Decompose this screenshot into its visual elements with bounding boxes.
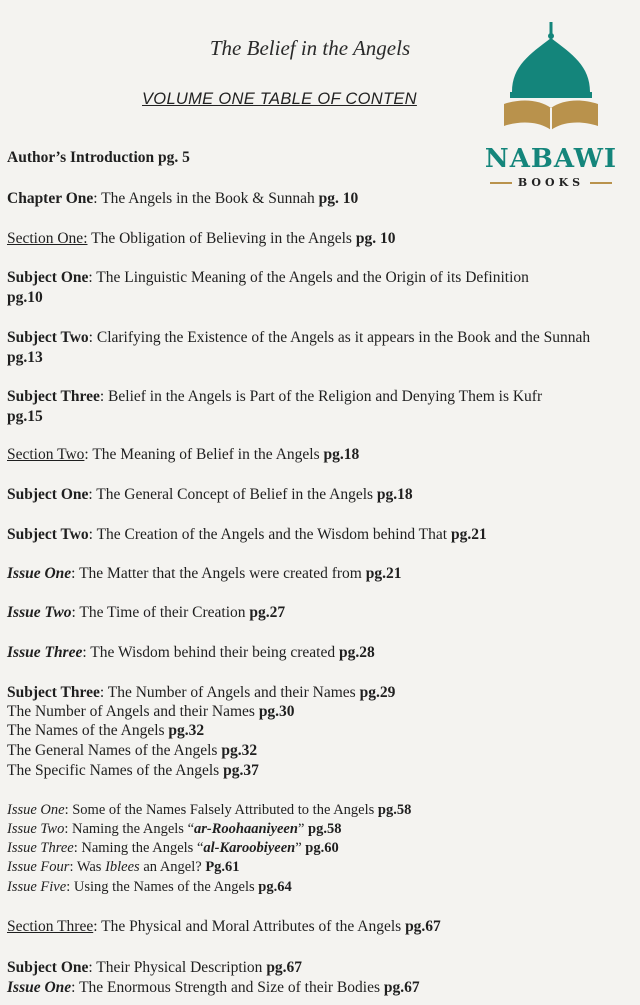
toc-entry bbox=[7, 741, 612, 761]
toc-entry-page: pg.30 bbox=[258, 703, 295, 720]
toc-entry-text: : The Wisdom behind their being created bbox=[82, 644, 339, 661]
toc-entry-text: : The Meaning of Belief in the Angels bbox=[84, 446, 324, 463]
toc-entry-label: Issue Four bbox=[7, 859, 70, 875]
toc-entry-text: : Clarifying the Existence of the Angels as it appears in the Book and the Sunnah bbox=[88, 329, 591, 346]
toc-entry-text: : The Number of Angels and their Names bbox=[99, 684, 360, 701]
toc-entry-text: : Their Physical Description bbox=[88, 959, 267, 976]
toc-entry-label: Section Two bbox=[7, 446, 85, 463]
toc-entry-text-after: an Angel? bbox=[139, 859, 206, 875]
toc-entry-page: pg.58 bbox=[377, 802, 412, 818]
toc-entry-italic: al-Karoobiyeen bbox=[203, 840, 296, 856]
toc-entry-page: pg. 10 bbox=[355, 230, 396, 247]
toc-entry-text: : Belief in the Angels is Part of the Religion and Denying Them is Kufr bbox=[99, 388, 543, 405]
toc-entry bbox=[7, 761, 612, 781]
toc-entry-label: Issue One bbox=[7, 979, 72, 996]
toc-entry bbox=[7, 148, 612, 168]
toc-entry-page: pg.13 bbox=[7, 349, 43, 366]
toc-entry bbox=[7, 268, 612, 308]
toc-entry-label: Issue One bbox=[7, 802, 65, 818]
toc-entry-label: Issue Two bbox=[7, 604, 72, 621]
toc-entry-text: The Number of Angels and their Names bbox=[7, 703, 259, 720]
toc-entry-text: : The Creation of the Angels and the Wisdom behind That bbox=[88, 526, 451, 543]
toc-entry-page: pg.18 bbox=[323, 446, 360, 463]
toc-entry-page: pg.15 bbox=[7, 408, 43, 425]
toc-entry-label: Issue Five bbox=[7, 879, 67, 895]
toc-entry bbox=[7, 525, 612, 545]
toc-entry bbox=[7, 603, 612, 623]
toc-entry-label: Section Three bbox=[7, 918, 94, 935]
toc-entry bbox=[7, 917, 612, 937]
toc-entry-page: pg.21 bbox=[365, 565, 402, 582]
toc-entry bbox=[7, 229, 612, 249]
toc-entry-text: : The Physical and Moral Attributes of the Angels bbox=[93, 918, 406, 935]
toc-entry bbox=[7, 702, 612, 722]
toc-entry-page: Pg.61 bbox=[205, 859, 240, 875]
toc-entry-page: pg.28 bbox=[339, 644, 375, 661]
toc-entry-text: : Some of the Names Falsely Attributed to the Angels bbox=[64, 802, 378, 818]
toc-entry-page: pg.21 bbox=[450, 526, 487, 543]
toc-entry-text: The General Names of the Angels bbox=[7, 742, 222, 759]
toc-entry-label: Issue Three bbox=[7, 840, 74, 856]
toc-entry-page: pg.67 bbox=[383, 979, 420, 996]
toc-entry-text: The Specific Names of the Angels bbox=[7, 762, 224, 779]
toc-entry-text: : The Time of their Creation bbox=[71, 604, 250, 621]
toc-entry-page: pg.29 bbox=[359, 684, 396, 701]
toc-entry-text: : The Angels in the Book & Sunnah bbox=[93, 190, 319, 207]
toc-entry-page: pg.67 bbox=[266, 959, 303, 976]
toc-entry-text: The Names of the Angels bbox=[7, 722, 169, 739]
toc-entry-label: Issue Two bbox=[7, 821, 65, 837]
toc-entry-page: pg.18 bbox=[376, 486, 413, 503]
toc-entry bbox=[7, 978, 612, 998]
toc-entry-text: : Naming the Angels “ bbox=[64, 821, 195, 837]
toc-entry-page: pg. 10 bbox=[318, 190, 359, 207]
toc-entry-page: pg.27 bbox=[249, 604, 286, 621]
toc-entry bbox=[7, 801, 612, 820]
toc-heading: VOLUME ONE TABLE OF CONTEN bbox=[142, 90, 417, 108]
toc-entry-label: Subject Two bbox=[7, 526, 89, 543]
toc-entry-page: pg.37 bbox=[223, 762, 259, 779]
toc-entry bbox=[7, 839, 612, 858]
toc-entry-label: Subject Three bbox=[7, 684, 100, 701]
toc-entry-page: pg.10 bbox=[7, 289, 43, 306]
toc-entry-italic: ar-Roohaaniyeen bbox=[194, 821, 298, 837]
toc-entry-page: pg.58 bbox=[308, 821, 342, 837]
toc-entry-label: Subject One bbox=[7, 959, 89, 976]
book-title: The Belief in the Angels bbox=[209, 36, 411, 60]
toc-entry bbox=[7, 328, 612, 368]
toc-entry-page: pg.60 bbox=[305, 840, 339, 856]
toc-entry-text: : Using the Names of the Angels bbox=[66, 879, 259, 895]
toc-entry bbox=[7, 445, 612, 465]
toc-entry bbox=[7, 683, 612, 703]
toc-entry bbox=[7, 643, 612, 663]
toc-entry bbox=[7, 564, 612, 584]
dome-book-icon bbox=[500, 20, 602, 138]
toc-entry-text-after: ” bbox=[297, 821, 308, 837]
toc-entry-page: pg.32 bbox=[168, 722, 205, 739]
toc-entry-text: : The Enormous Strength and Size of their Bodies bbox=[71, 979, 384, 996]
toc-entry-text: : The Matter that the Angels were created from bbox=[71, 565, 366, 582]
toc-entry bbox=[7, 387, 612, 427]
logo-subtitle: BOOKS bbox=[476, 176, 626, 189]
toc-entry-label: Author’s Introduction bbox=[7, 149, 155, 166]
toc-entry-text-after: ” bbox=[295, 840, 306, 856]
toc-entry-label: Subject Three bbox=[7, 388, 100, 405]
toc-entry-page: pg. 5 bbox=[158, 149, 190, 166]
toc-entry bbox=[7, 189, 612, 209]
toc-entry-label: Issue One bbox=[7, 565, 72, 582]
toc-entry bbox=[7, 958, 612, 978]
toc-entry-text: : The Linguistic Meaning of the Angels and the Origin of its Definition bbox=[88, 269, 529, 286]
toc-entry-label: Subject One bbox=[7, 269, 89, 286]
logo-name: NABAWI bbox=[484, 144, 618, 174]
toc-entry-text: : Naming the Angels “ bbox=[73, 840, 204, 856]
toc-entry bbox=[7, 485, 612, 505]
toc-entry-label: Subject Two bbox=[7, 329, 89, 346]
toc-entry-page: pg.67 bbox=[405, 918, 441, 935]
toc-entry-text: : Was bbox=[69, 859, 106, 875]
toc-entry-text: The Obligation of Believing in the Angels bbox=[87, 230, 356, 247]
toc-entry-label: Section One: bbox=[7, 230, 88, 247]
toc-entry-text: : The General Concept of Belief in the Angels bbox=[88, 486, 377, 503]
toc-entry bbox=[7, 878, 612, 897]
toc-entry-label: Chapter One bbox=[7, 190, 94, 207]
toc-entry-label: Issue Three bbox=[7, 644, 83, 661]
toc-entry-italic: Iblees bbox=[105, 859, 140, 875]
toc-entry bbox=[7, 721, 612, 741]
toc-entry bbox=[7, 858, 612, 877]
toc-entry-page: pg.64 bbox=[258, 879, 292, 895]
toc-entry-label: Subject One bbox=[7, 486, 89, 503]
toc-entry bbox=[7, 820, 612, 839]
toc-entry-page: pg.32 bbox=[221, 742, 258, 759]
